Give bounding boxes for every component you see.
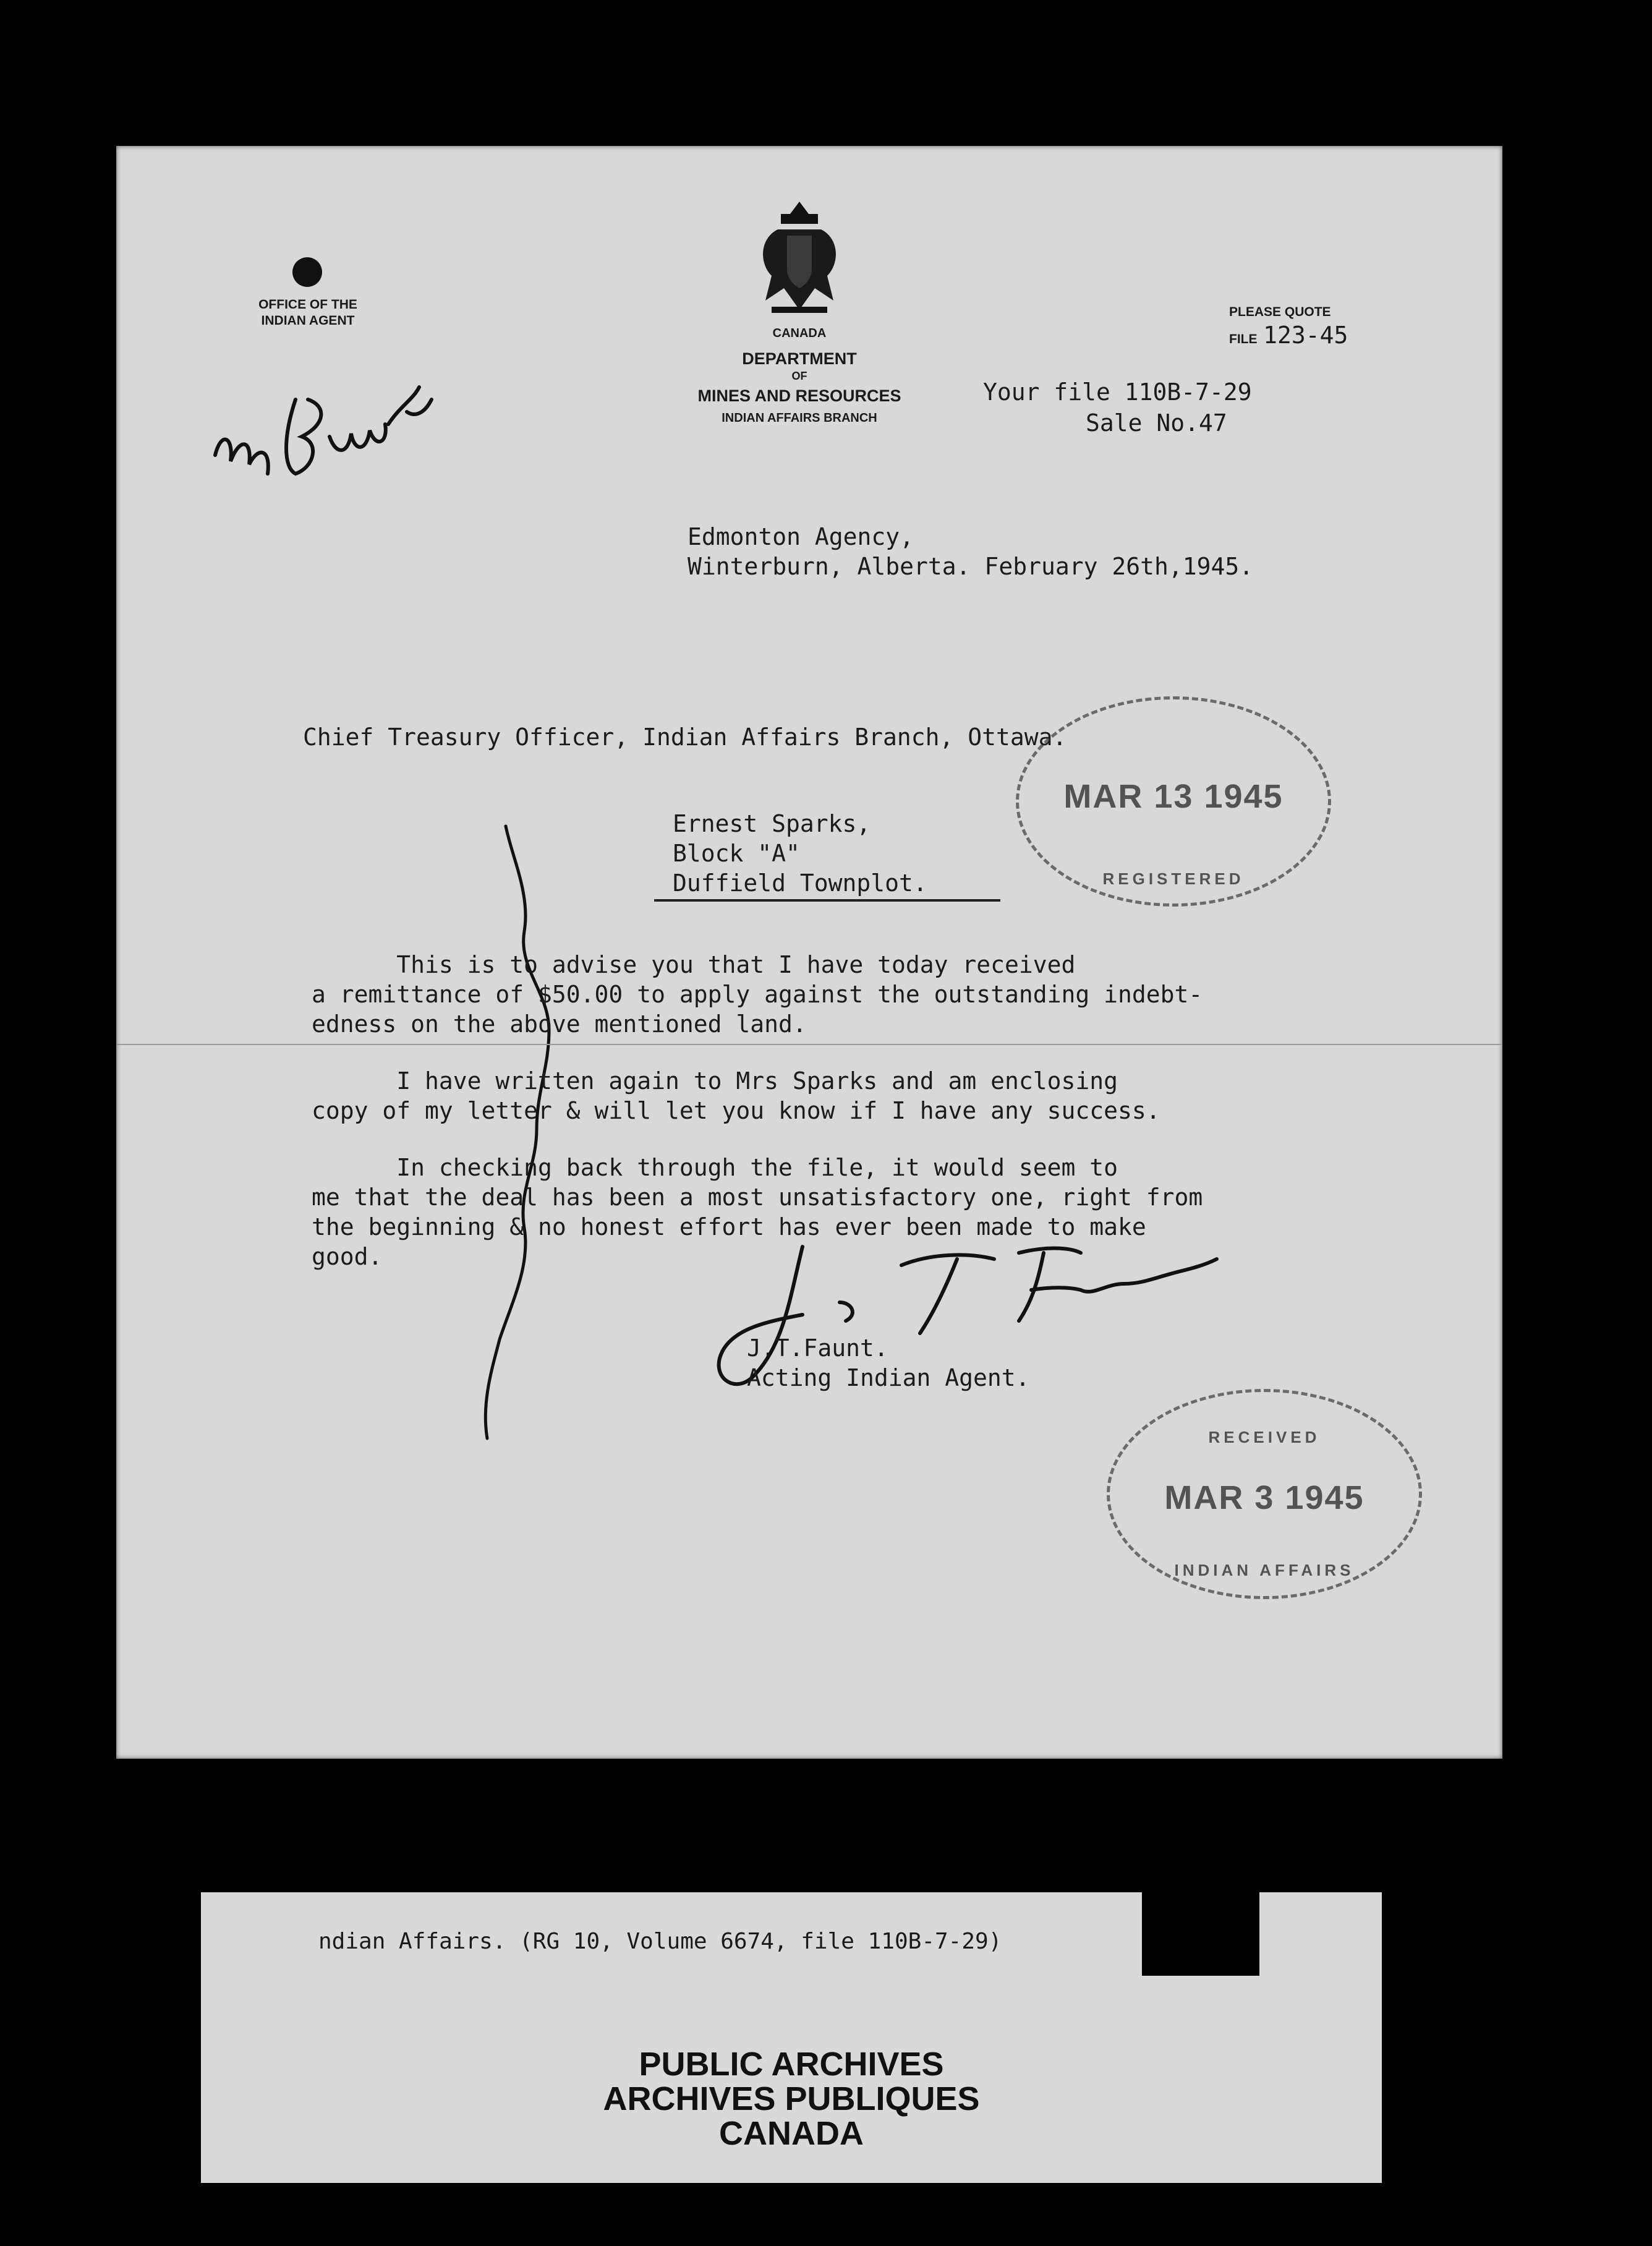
office-line1: OFFICE OF THE xyxy=(258,297,357,312)
file-number: 123-45 xyxy=(1263,322,1348,349)
canada-label: CANADA xyxy=(772,327,827,340)
sender-place-date: Winterburn, Alberta. February 26th,1945. xyxy=(688,553,1254,580)
your-file-ref: Your file 110B-7-29 xyxy=(983,378,1252,406)
paper-fold-line xyxy=(116,1044,1502,1045)
handwritten-bracket xyxy=(475,820,574,1445)
received-stamp-bottom: INDIAN AFFAIRS xyxy=(1174,1561,1355,1579)
subject-line1: Ernest Sparks, xyxy=(673,810,871,837)
archive-source-line: ndian Affairs. (RG 10, Volume 6674, file 110B-7-29) xyxy=(318,1929,1002,1954)
body-p2-line1: I have written again to Mrs Sparks and am enclosing xyxy=(312,1067,1118,1095)
archive-title-line1: PUBLIC ARCHIVES xyxy=(639,2046,944,2083)
recipient-line: Chief Treasury Officer, Indian Affairs Branch, Ottawa. xyxy=(303,724,1067,751)
body-p3-line4: good. xyxy=(312,1243,383,1270)
body-p2-line2: copy of my letter & will let you know if I have any success. xyxy=(312,1097,1160,1124)
archive-title-line3: CANADA xyxy=(719,2115,864,2152)
signature-title: Acting Indian Agent. xyxy=(747,1364,1030,1391)
subject-line2: Block "A" xyxy=(673,840,800,867)
body-p3-line2: me that the deal has been a most unsatisfactory one, right from xyxy=(312,1184,1203,1211)
registered-stamp-date: MAR 13 1945 xyxy=(1063,778,1284,815)
coat-of-arms-icon xyxy=(753,195,846,319)
file-reference xyxy=(1229,320,1348,350)
subject-underline xyxy=(654,899,1000,902)
archive-title-line2: ARCHIVES PUBLIQUES xyxy=(603,2080,980,2117)
registered-stamp-word: REGISTERED xyxy=(1102,869,1245,888)
registered-stamp xyxy=(1016,696,1331,907)
body-p3-line1: In checking back through the file, it would seem to xyxy=(312,1154,1118,1181)
body-p1-line1: This is to advise you that I have today received xyxy=(312,951,1076,978)
received-stamp-word: RECEIVED xyxy=(1208,1428,1321,1446)
sender-agency: Edmonton Agency, xyxy=(688,523,914,550)
of-label: OF xyxy=(791,370,807,382)
please-quote-label: PLEASE QUOTE xyxy=(1229,305,1331,319)
body-p1-line3: edness on the above mentioned land. xyxy=(312,1010,807,1038)
body-p1-line2: a remittance of $50.00 to apply against the outstanding indebt- xyxy=(312,981,1203,1008)
archive-label xyxy=(201,1892,1382,2183)
office-line2: INDIAN AGENT xyxy=(261,314,355,328)
office-label xyxy=(240,297,376,329)
branch-label: INDIAN AFFAIRS BRANCH xyxy=(722,411,877,425)
received-stamp-date: MAR 3 1945 xyxy=(1164,1479,1365,1516)
sale-ref: Sale No.47 xyxy=(1086,409,1227,437)
signature-name: J.T.Faunt. xyxy=(747,1334,888,1362)
subject-line3: Duffield Townplot. xyxy=(673,869,927,897)
department-label: DEPARTMENT xyxy=(742,349,857,368)
file-label: FILE xyxy=(1229,332,1258,346)
handwritten-initials xyxy=(203,331,438,511)
letter-page xyxy=(116,146,1502,1759)
ministry-label: MINES AND RESOURCES xyxy=(697,386,901,405)
office-seal-mark xyxy=(292,257,322,287)
department-block xyxy=(657,325,942,427)
body-p3-line3: the beginning & no honest effort has ever been made to make xyxy=(312,1213,1146,1240)
label-notch xyxy=(1142,1892,1259,1976)
received-stamp xyxy=(1107,1389,1422,1599)
